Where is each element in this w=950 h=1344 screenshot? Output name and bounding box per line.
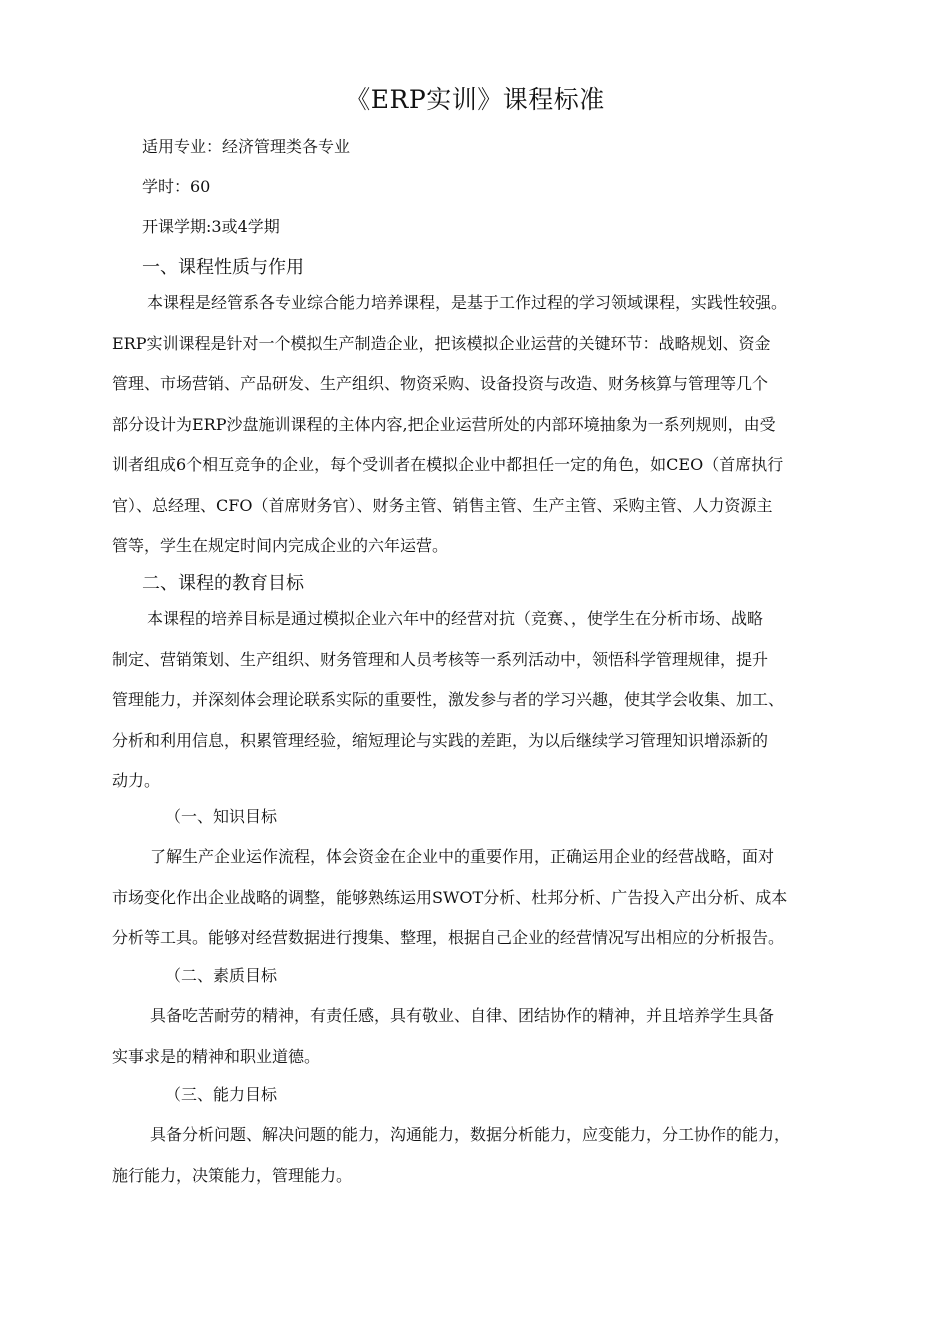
paragraph-education-goals [112, 599, 872, 802]
paragraph-line: 分析等工具。能够对经营数据进行搜集、整理，根据自己企业的经营情况写出相应的分析报告。 [112, 928, 785, 947]
paragraph-line: ERP实训课程是针对一个模拟生产制造企业，把该模拟企业运营的关键环节：战略规划、资金 [112, 333, 771, 353]
paragraph-quality-goals [112, 996, 872, 1077]
paragraph-line: 市场变化作出企业战略的调整，能够熟练运用SWOT分析、杜邦分析、广告投入产出分析、成本 [112, 887, 788, 907]
paragraph-line: 管等，学生在规定时间内完成企业的六年运营。 [112, 536, 449, 555]
paragraph-line: 动力。 [112, 771, 161, 790]
paragraph-line: 训者组成6个相互竞争的企业，每个受训者在模拟企业中都担任一定的角色，如CEO（首席执行 [112, 455, 784, 474]
paragraph-line: 官）、总经理、CFO（首席财务官）、财务主管、销售主管、生产主管、采购主管、人力资源主 [112, 495, 773, 515]
paragraph-line: 实事求是的精神和职业道德。 [112, 1046, 321, 1066]
paragraph-line: 分析和利用信息，积累管理经验，缩短理论与实践的差距，为以后继续学习管理知识增添新的 [112, 730, 769, 750]
paragraph-line: 具备分析问题、解决问题的能力，沟通能力，数据分析能力，应变能力，分工协作的能力， [150, 1125, 791, 1144]
paragraph-line: 制定、营销策划、生产组织、财务管理和人员考核等一系列活动中，领悟科学管理规律，提升 [112, 649, 769, 669]
paragraph-line: 管理能力，并深刻体会理论联系实际的重要性，激发参与者的学习兴趣，使其学会收集、加工、 [112, 690, 785, 709]
course-hours: 学时：60 [142, 177, 211, 196]
applicable-major: 适用专业：经济管理类各专业 [142, 137, 351, 156]
paragraph-line: 管理、市场营销、产品研发、生产组织、物资采购、设备投资与改造、财务核算与管理等几个 [112, 374, 769, 393]
section-heading-goals: 二、课程的教育目标 [142, 573, 304, 594]
document-title: 《ERP实训》课程标准 [345, 85, 605, 114]
section-heading-nature: 一、课程性质与作用 [142, 257, 304, 278]
paragraph-line: 施行能力，决策能力，管理能力。 [112, 1165, 353, 1185]
subheading-quality-goals: （二、素质目标 [165, 966, 278, 985]
paragraph-knowledge-goals [112, 837, 872, 959]
paragraph-ability-goals [112, 1115, 872, 1196]
paragraph-line: 部分设计为ERP沙盘施训课程的主体内容,把企业运营所处的内部环境抽象为一系列规则，由受 [112, 414, 776, 434]
subheading-knowledge-goals: （一、知识目标 [165, 807, 278, 826]
course-semester: 开课学期:3或4学期 [142, 217, 280, 236]
paragraph-line: 本课程是经管系各专业综合能力培养课程，是基于工作过程的学习领域课程，实践性较强。 [147, 293, 788, 312]
paragraph-line: 具备吃苦耐劳的精神，有责任感，具有敬业、自律、团结协作的精神，并且培养学生具备 [150, 1006, 775, 1025]
paragraph-line: 本课程的培养目标是通过模拟企业六年中的经营对抗（竞赛、，使学生在分析市场、战略 [147, 609, 764, 628]
paragraph-line: 了解生产企业运作流程，体会资金在企业中的重要作用，正确运用企业的经营战略，面对 [150, 847, 775, 866]
paragraph-course-nature [112, 283, 872, 567]
subheading-ability-goals: （三、能力目标 [165, 1085, 278, 1104]
